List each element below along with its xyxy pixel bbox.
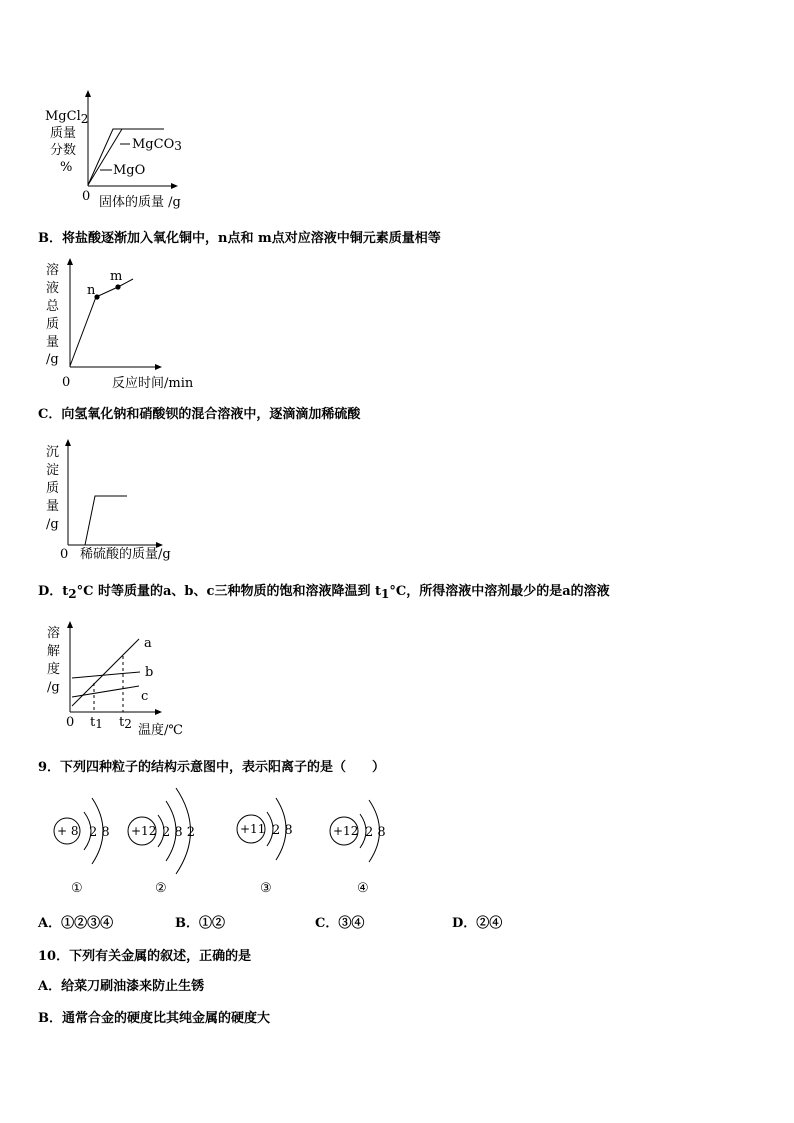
particle-1-nucleus-label: + 8 — [57, 824, 79, 838]
figure-d-graph — [47, 621, 183, 738]
figure-d-ylabel-char-1: 溶 — [47, 626, 61, 641]
particle-3-diagram — [237, 798, 293, 860]
figure-c-curve — [85, 496, 127, 545]
figure-c-ylabel-char-3: 质 — [46, 481, 60, 496]
figure-b-ylabel-char-4: 质 — [46, 317, 60, 332]
q10-stem: 10．下列有关金属的叙述，正确的是 — [38, 949, 252, 964]
figure-b-ylabel-char-5: 量 — [46, 335, 60, 350]
figure-a-label-mgco3: MgCO3 — [132, 137, 182, 153]
figure-b-x-arrow — [155, 364, 162, 370]
particle-1-diagram — [54, 798, 110, 864]
figure-d-ylabel-char-3: 度 — [47, 662, 61, 677]
figure-b-label-m: m — [110, 269, 123, 284]
figure-d-x-arrow — [155, 709, 162, 715]
figure-b-ylabel-char-6: /g — [46, 352, 59, 367]
figure-c-xlabel: 稀硫酸的质量/g — [80, 547, 171, 562]
particle-1-electrons: 2 8 — [89, 825, 110, 840]
option-d-text: D．t2°C 时等质量的a、b、c三种物质的饱和溶液降温到 t1°C，所得溶液中溶剂最少的是a的溶液 — [38, 584, 610, 601]
particle-1-index: ① — [71, 881, 83, 896]
figure-c-origin: 0 — [60, 547, 69, 562]
particle-2-electrons: 2 8 2 — [162, 825, 196, 840]
q9-stem: 9．下列四种粒子的结构示意图中，表示阳离子的是（ ） — [38, 760, 386, 775]
particle-2-nucleus-label: +12 — [131, 824, 157, 838]
q9-choice-c[interactable]: C．③④ — [315, 916, 365, 931]
figure-d-label-b: b — [145, 665, 154, 680]
particle-4-electrons: 2 8 — [365, 825, 386, 840]
figure-d-ylabel-char-4: /g — [47, 680, 60, 695]
figure-c-y-arrow — [65, 439, 71, 446]
figure-d-y-arrow — [67, 621, 73, 628]
option-b-text: B．将盐酸逐渐加入氧化铜中，n点和 m点对应溶液中铜元素质量相等 — [38, 231, 441, 246]
figure-b-origin: 0 — [62, 375, 71, 390]
figure-b-ylabel-char-3: 总 — [46, 299, 60, 314]
figure-c-graph — [46, 439, 171, 562]
figure-c-ylabel-char-5: /g — [46, 517, 59, 532]
figure-c-ylabel-char-4: 量 — [46, 499, 60, 514]
figure-a-ylabel-line-1: MgCl2 — [45, 109, 89, 126]
particle-3-electrons: 2 8 — [272, 823, 293, 838]
figure-d-curve-b — [72, 672, 140, 678]
figure-a-xlabel: 固体的质量 /g — [99, 195, 181, 210]
q10-option-a[interactable]: A．给菜刀刷油漆来防止生锈 — [38, 979, 205, 994]
figure-a-origin: 0 — [82, 189, 91, 204]
particle-4-nucleus-label: +12 — [333, 824, 359, 838]
option-c-text: C．向氢氧化钠和硝酸钡的混合溶液中，逐滴滴加稀硫酸 — [38, 407, 361, 422]
q9-choice-a[interactable]: A．①②③④ — [38, 916, 114, 931]
figure-b-y-arrow — [67, 258, 73, 265]
figure-d-xlabel: 温度/℃ — [138, 723, 183, 738]
figure-d-tick-t1: t1 — [90, 715, 103, 731]
figure-a-x-arrow — [171, 183, 178, 189]
figure-b-point-m — [115, 284, 120, 289]
figure-a-ylabel-line-3: 分数 — [50, 143, 77, 158]
figure-b-xlabel: 反应时间/min — [112, 376, 194, 391]
figure-a-graph — [45, 90, 182, 210]
figure-d-label-a: a — [144, 636, 152, 651]
figure-a-ylabel-line-2: 质量 — [50, 126, 77, 141]
particle-3-index: ③ — [260, 881, 272, 896]
figure-c-ylabel-char-1: 沉 — [46, 445, 60, 460]
particle-4-index: ④ — [357, 881, 369, 896]
particle-2-diagram — [128, 788, 195, 874]
figure-a-ylabel-line-4: % — [60, 160, 73, 175]
figure-a-label-mgo: MgO — [113, 163, 146, 178]
figure-d-tick-t2: t2 — [119, 715, 132, 731]
figure-b-ylabel-char-2: 液 — [46, 281, 60, 296]
figure-d-curve-c — [72, 686, 139, 697]
figure-d-ylabel-char-2: 解 — [47, 644, 61, 659]
figure-d-label-c: c — [141, 689, 149, 704]
figure-b-graph — [46, 258, 194, 391]
figure-c-ylabel-char-2: 淀 — [46, 463, 60, 478]
figure-b-ylabel-char-1: 溶 — [46, 263, 60, 278]
figure-b-curve — [70, 279, 133, 366]
figure-a-y-arrow — [85, 90, 91, 97]
figure-b-label-n: n — [87, 283, 96, 298]
particle-2-index: ② — [155, 881, 167, 896]
particle-4-diagram — [330, 800, 386, 862]
particle-3-nucleus-label: +11 — [240, 822, 266, 836]
q9-choice-d[interactable]: D．②④ — [452, 916, 503, 931]
q9-choice-b[interactable]: B．①② — [175, 916, 225, 931]
figure-d-origin: 0 — [66, 715, 75, 730]
q10-option-b[interactable]: B．通常合金的硬度比其纯金属的硬度大 — [38, 1011, 270, 1026]
